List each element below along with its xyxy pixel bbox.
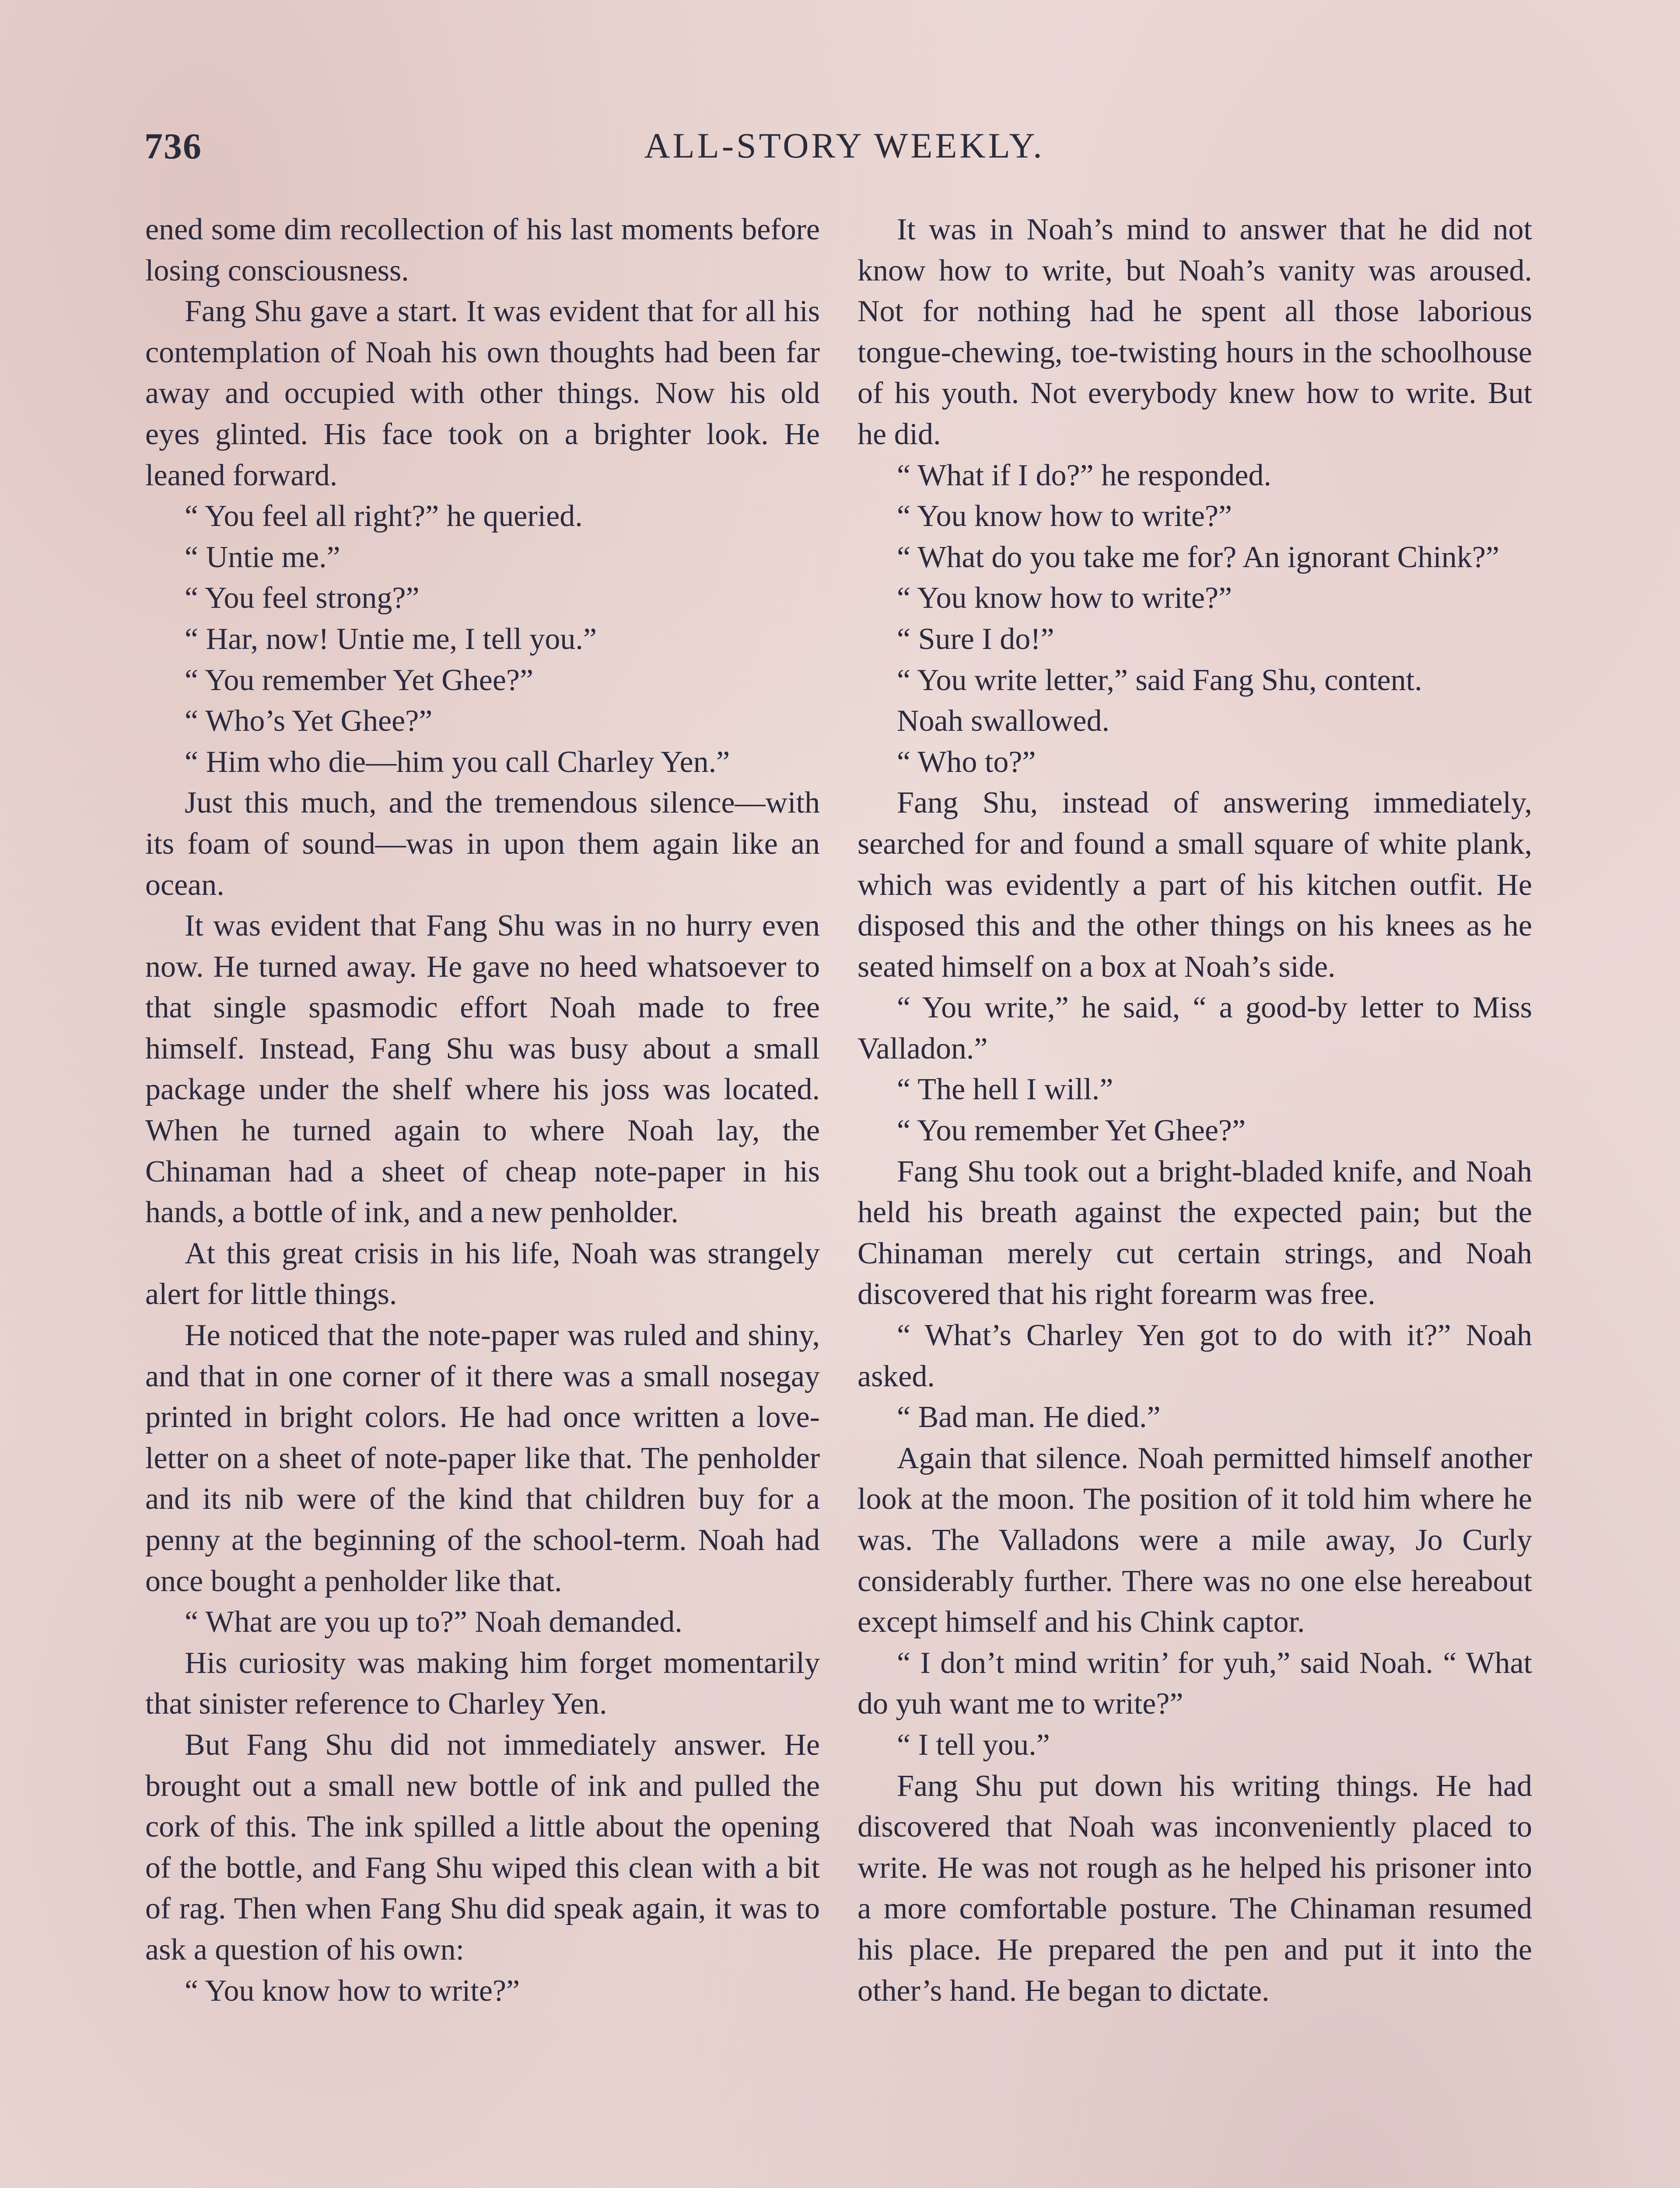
paragraph: “ You write letter,” said Fang Shu, content. [897, 663, 1422, 697]
paragraph: “ The hell I will.” [897, 1073, 1113, 1107]
paragraph: Fang Shu, instead of answering immediately, searched for and found a small square of white plank, which was evidently a part of his kitchen outfit. He disposed this and the other things on his knees as he seated himself on a box at Noah’s side. [858, 786, 1532, 984]
paragraph: “ I tell you.” [897, 1728, 1050, 1762]
paragraph: Fang Shu put down his writing things. He had discovered that Noah was inconveniently placed to write. He was not rough as he helped his prisoner into a more comfortable posture. The Chinaman resumed his place. He prepared the pen and put it into the other’s hand. He began to dictate. [858, 1769, 1532, 2008]
paragraph: His curiosity was making him forget momentarily that sinister reference to Charley Yen. [145, 1646, 820, 1721]
left-column [145, 209, 820, 2011]
paragraph: “ Har, now! Untie me, I tell you.” [185, 622, 597, 656]
paragraph: It was evident that Fang Shu was in no hurry even now. He turned away. He gave no heed whatsoever to that single spasmodic effort Noah made to free himself. Instead, Fang Shu was busy about a small package under the shelf where his joss was located. When he turned again to where Noah lay, the Chinaman had a sheet of cheap note-paper in his hands, a bottle of ink, and a new penholder. [145, 909, 820, 1230]
paragraph: “ Who to?” [897, 745, 1036, 779]
paragraph: “ You know how to write?” [897, 499, 1232, 533]
paragraph: He noticed that the note-paper was ruled and shiny, and that in one corner of it there was a small nosegay printed in bright colors. He had once written a love-letter on a sheet of note-paper like that. The penholder and its nib were of the kind that children buy for a penny at the beginning of the school-term. Noah had once bought a penholder like that. [145, 1318, 820, 1598]
paragraph: Fang Shu gave a start. It was evident that for all his contemplation of Noah his own thoughts had been far away and occupied with other things. Now his old eyes glinted. His face took on a brighter look. He leaned forward. [145, 295, 820, 492]
paragraph: “ You remember Yet Ghee?” [185, 663, 534, 697]
paragraph: “ Him who die—him you call Charley Yen.” [185, 745, 730, 779]
paragraph: “ You write,” he said, “ a good-by letter to Miss Valladon.” [858, 991, 1532, 1066]
page-number: 736 [144, 126, 202, 167]
right-column [858, 209, 1532, 2011]
paragraph: Again that silence. Noah permitted himself another look at the moon. The position of it told him where he was. The Valladons were a mile away, Jo Curly considerably further. There was no one else hereabout except himself and his Chink captor. [858, 1441, 1532, 1639]
paragraph: It was in Noah’s mind to answer that he did not know how to write, but Noah’s vanity was aroused. Not for nothing had he spent all those laborious tongue-chewing, toe-twisting hours in the schoolhouse of his youth. Not everybody knew how to write. But he did. [858, 213, 1532, 451]
paragraph: “ Sure I do!” [897, 622, 1054, 656]
paragraph: Just this much, and the tremendous silence—with its foam of sound—was in upon them again like an ocean. [145, 786, 820, 902]
paragraph: “ You feel strong?” [185, 581, 420, 615]
paragraph: “ What do you take me for? An ignorant Chink?” [897, 540, 1499, 574]
paragraph: Fang Shu took out a bright-bladed knife, and Noah held his breath against the expected pain; but the Chinaman merely cut certain strings, and Noah discovered that his right forearm was free. [858, 1154, 1532, 1311]
paragraph: But Fang Shu did not immediately answer. He brought out a small new bottle of ink and pulled the cork of this. The ink spilled a little about the opening of the bottle, and Fang Shu wiped this clean with a bit of rag. Then when Fang Shu did speak again, it was to ask a question of his own: [145, 1728, 820, 1967]
paragraph: “ Untie me.” [185, 540, 340, 574]
paragraph: “ You remember Yet Ghee?” [897, 1114, 1246, 1148]
paragraph: Noah swallowed. [897, 704, 1110, 738]
page-header [144, 125, 1544, 186]
paragraph: “ Bad man. He died.” [897, 1400, 1161, 1434]
paragraph: “ You feel all right?” he queried. [185, 499, 583, 533]
paragraph: “ What if I do?” he responded. [897, 458, 1271, 492]
paragraph: “ Who’s Yet Ghee?” [185, 704, 433, 738]
paragraph: “ What are you up to?” Noah demanded. [185, 1605, 682, 1639]
paragraph: “ What’s Charley Yen got to do with it?” Noah asked. [858, 1318, 1532, 1393]
paragraph: “ I don’t mind writin’ for yuh,” said Noah. “ What do yuh want me to write?” [858, 1646, 1532, 1721]
paragraph: “ You know how to write?” [185, 1974, 520, 2008]
running-head: ALL-STORY WEEKLY. [644, 126, 1045, 165]
paragraph: “ You know how to write?” [897, 581, 1232, 615]
paragraph: ened some dim recollection of his last moments before losing consciousness. [145, 213, 820, 288]
paragraph: At this great crisis in his life, Noah was strangely alert for little things. [145, 1236, 820, 1311]
